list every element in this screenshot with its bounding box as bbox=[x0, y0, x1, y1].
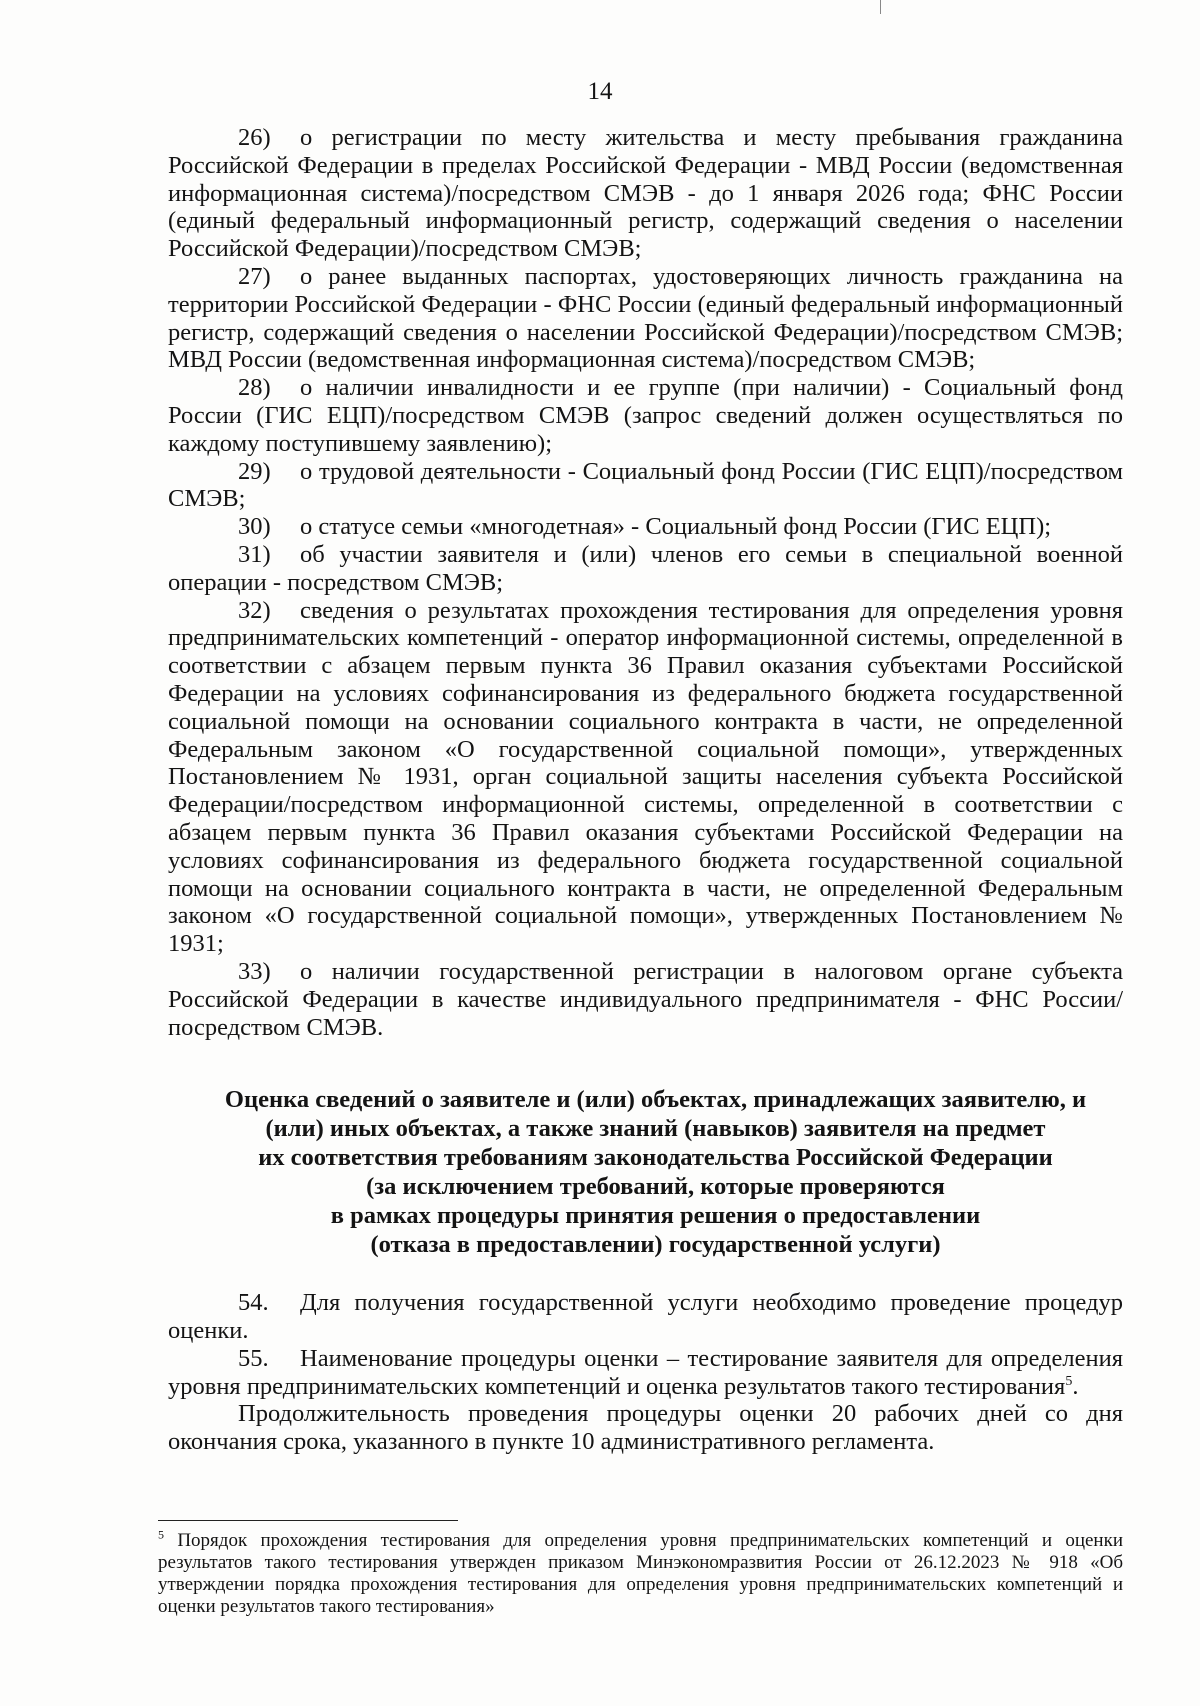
paragraph-number: 55. bbox=[238, 1344, 269, 1372]
heading-line: (или) иных объектах, а также знаний (навыков) заявителя на предмет bbox=[265, 1115, 1046, 1143]
item-number: 26) bbox=[238, 124, 271, 151]
item-text: о наличии инвалидности и ее группе (при наличии) - Социальный фонд России (ГИС ЕЦП)/посредством СМЭВ (запрос сведений должен осуществляться по каждому поступившему заявлению); bbox=[168, 374, 1123, 457]
page-number: 14 bbox=[587, 78, 613, 105]
item-text: о трудовой деятельности - Социальный фонд России (ГИС ЕЦП)/посредством СМЭВ; bbox=[168, 457, 1123, 513]
paragraph-number: 54. bbox=[238, 1289, 269, 1317]
footnote-reference: 5 bbox=[1065, 1373, 1073, 1389]
paragraph-duration: Продолжительность проведения процедуры оценки 20 рабочих дней со дня окончания срока, указанного в пункте 10 административного регламента. bbox=[168, 1400, 1123, 1456]
heading-line: их соответствия требованиям законодательства Российской Федерации bbox=[258, 1144, 1053, 1172]
section-heading bbox=[168, 1085, 1123, 1259]
heading-line: (отказа в предоставлении) государственной услуги) bbox=[370, 1231, 941, 1259]
item-number: 33) bbox=[238, 957, 271, 985]
heading-line: Оценка сведений о заявителе и (или) объектах, принадлежащих заявителю, и bbox=[224, 1086, 1087, 1114]
heading-line: (за исключением требований, которые проверяются bbox=[366, 1173, 945, 1201]
item-number: 32) bbox=[238, 596, 271, 624]
heading-line: в рамках процедуры принятия решения о предоставлении bbox=[330, 1202, 981, 1230]
list-item bbox=[168, 458, 1123, 514]
document-body bbox=[168, 124, 1123, 1456]
item-number: 30) bbox=[238, 513, 271, 541]
paragraph-54 bbox=[168, 1289, 1123, 1345]
assessment-section bbox=[168, 1289, 1123, 1456]
item-number: 27) bbox=[238, 262, 271, 290]
list-item bbox=[168, 513, 1123, 541]
paragraph-end: . bbox=[1072, 1372, 1079, 1400]
list-item bbox=[168, 263, 1123, 374]
item-text: о ранее выданных паспортах, удостоверяющих личность гражданина на территории Российской Федерации - ФНС России (единый федеральный информационный регистр, содержащий сведения о населении Российской Федерации)/посредством СМЭВ; МВД России (ведомственная информационная система)/посредством СМЭВ; bbox=[168, 262, 1123, 374]
list-item bbox=[168, 541, 1123, 597]
footnote-separator bbox=[158, 1520, 458, 1521]
paragraph-55 bbox=[168, 1345, 1123, 1401]
item-number: 29) bbox=[238, 457, 271, 485]
item-text: сведения о результатах прохождения тестирования для определения уровня предпринимательских компетенций - оператор информационной системы, определенной в соответствии с абзацем первым пункта 36 Правил оказания субъектами Российской Федерации на условиях софинансирования из федерального бюджета государственной социальной помощи на основании социального контракта в части, не определенной Федеральным законом «О государственной социальной помощи», утвержденных Постановлением № 1931, орган социальной защиты населения субъекта Российской Федерации/посредством информационной системы, определенной в соответствии с абзацем первым пункта 36 Правил оказания субъектами Российской Федерации на условиях софинансирования из федерального бюджета государственной социальной помощи на основании социального контракта в части, не определенной Федеральным законом «О государственной социальной помощи», утвержденных Постановлением № 1931; bbox=[168, 596, 1123, 958]
scan-edge-mark bbox=[880, 0, 881, 14]
footnote bbox=[158, 1527, 1123, 1618]
item-number: 28) bbox=[238, 374, 271, 402]
paragraph-text: Наименование процедуры оценки – тестирование заявителя для определения уровня предпринимательских компетенций и оценка результатов такого тестирования bbox=[168, 1344, 1123, 1400]
paragraph-text: Для получения государственной услуги необходимо проведение процедур оценки. bbox=[168, 1289, 1123, 1345]
list-item bbox=[168, 124, 1123, 263]
list-item bbox=[168, 597, 1123, 958]
list-item bbox=[168, 958, 1123, 1041]
item-number: 31) bbox=[238, 540, 271, 568]
item-text: о регистрации по месту жительства и месту пребывания гражданина Российской Федерации в пределах Российской Федерации - МВД России (ведомственная информационная система)/посредством СМЭВ - до 1 января 2026 года; ФНС России (единый федеральный информационный регистр, содержащий сведения о населении Российской Федерации)/посредством СМЭВ; bbox=[168, 124, 1123, 263]
footnote-text: Порядок прохождения тестирования для определения уровня предпринимательских компетенций и оценки результатов такого тестирования утвержден приказом Минэкономразвития России от 26.12.2023 № 918 «Об утверждении порядка прохождения тестирования для определения уровня предпринимательских компетенций и оценки результатов такого тестирования» bbox=[158, 1530, 1123, 1617]
item-text: о статусе семьи «многодетная» - Социальный фонд России (ГИС ЕЦП); bbox=[300, 513, 1052, 541]
footnote-mark: 5 bbox=[158, 1527, 164, 1542]
list-item bbox=[168, 374, 1123, 457]
item-text: о наличии государственной регистрации в налоговом органе субъекта Российской Федерации в качестве индивидуального предпринимателя - ФНС России/посредством СМЭВ. bbox=[168, 957, 1123, 1041]
item-text: об участии заявителя и (или) членов его семьи в специальной военной операции - посредством СМЭВ; bbox=[168, 540, 1123, 596]
